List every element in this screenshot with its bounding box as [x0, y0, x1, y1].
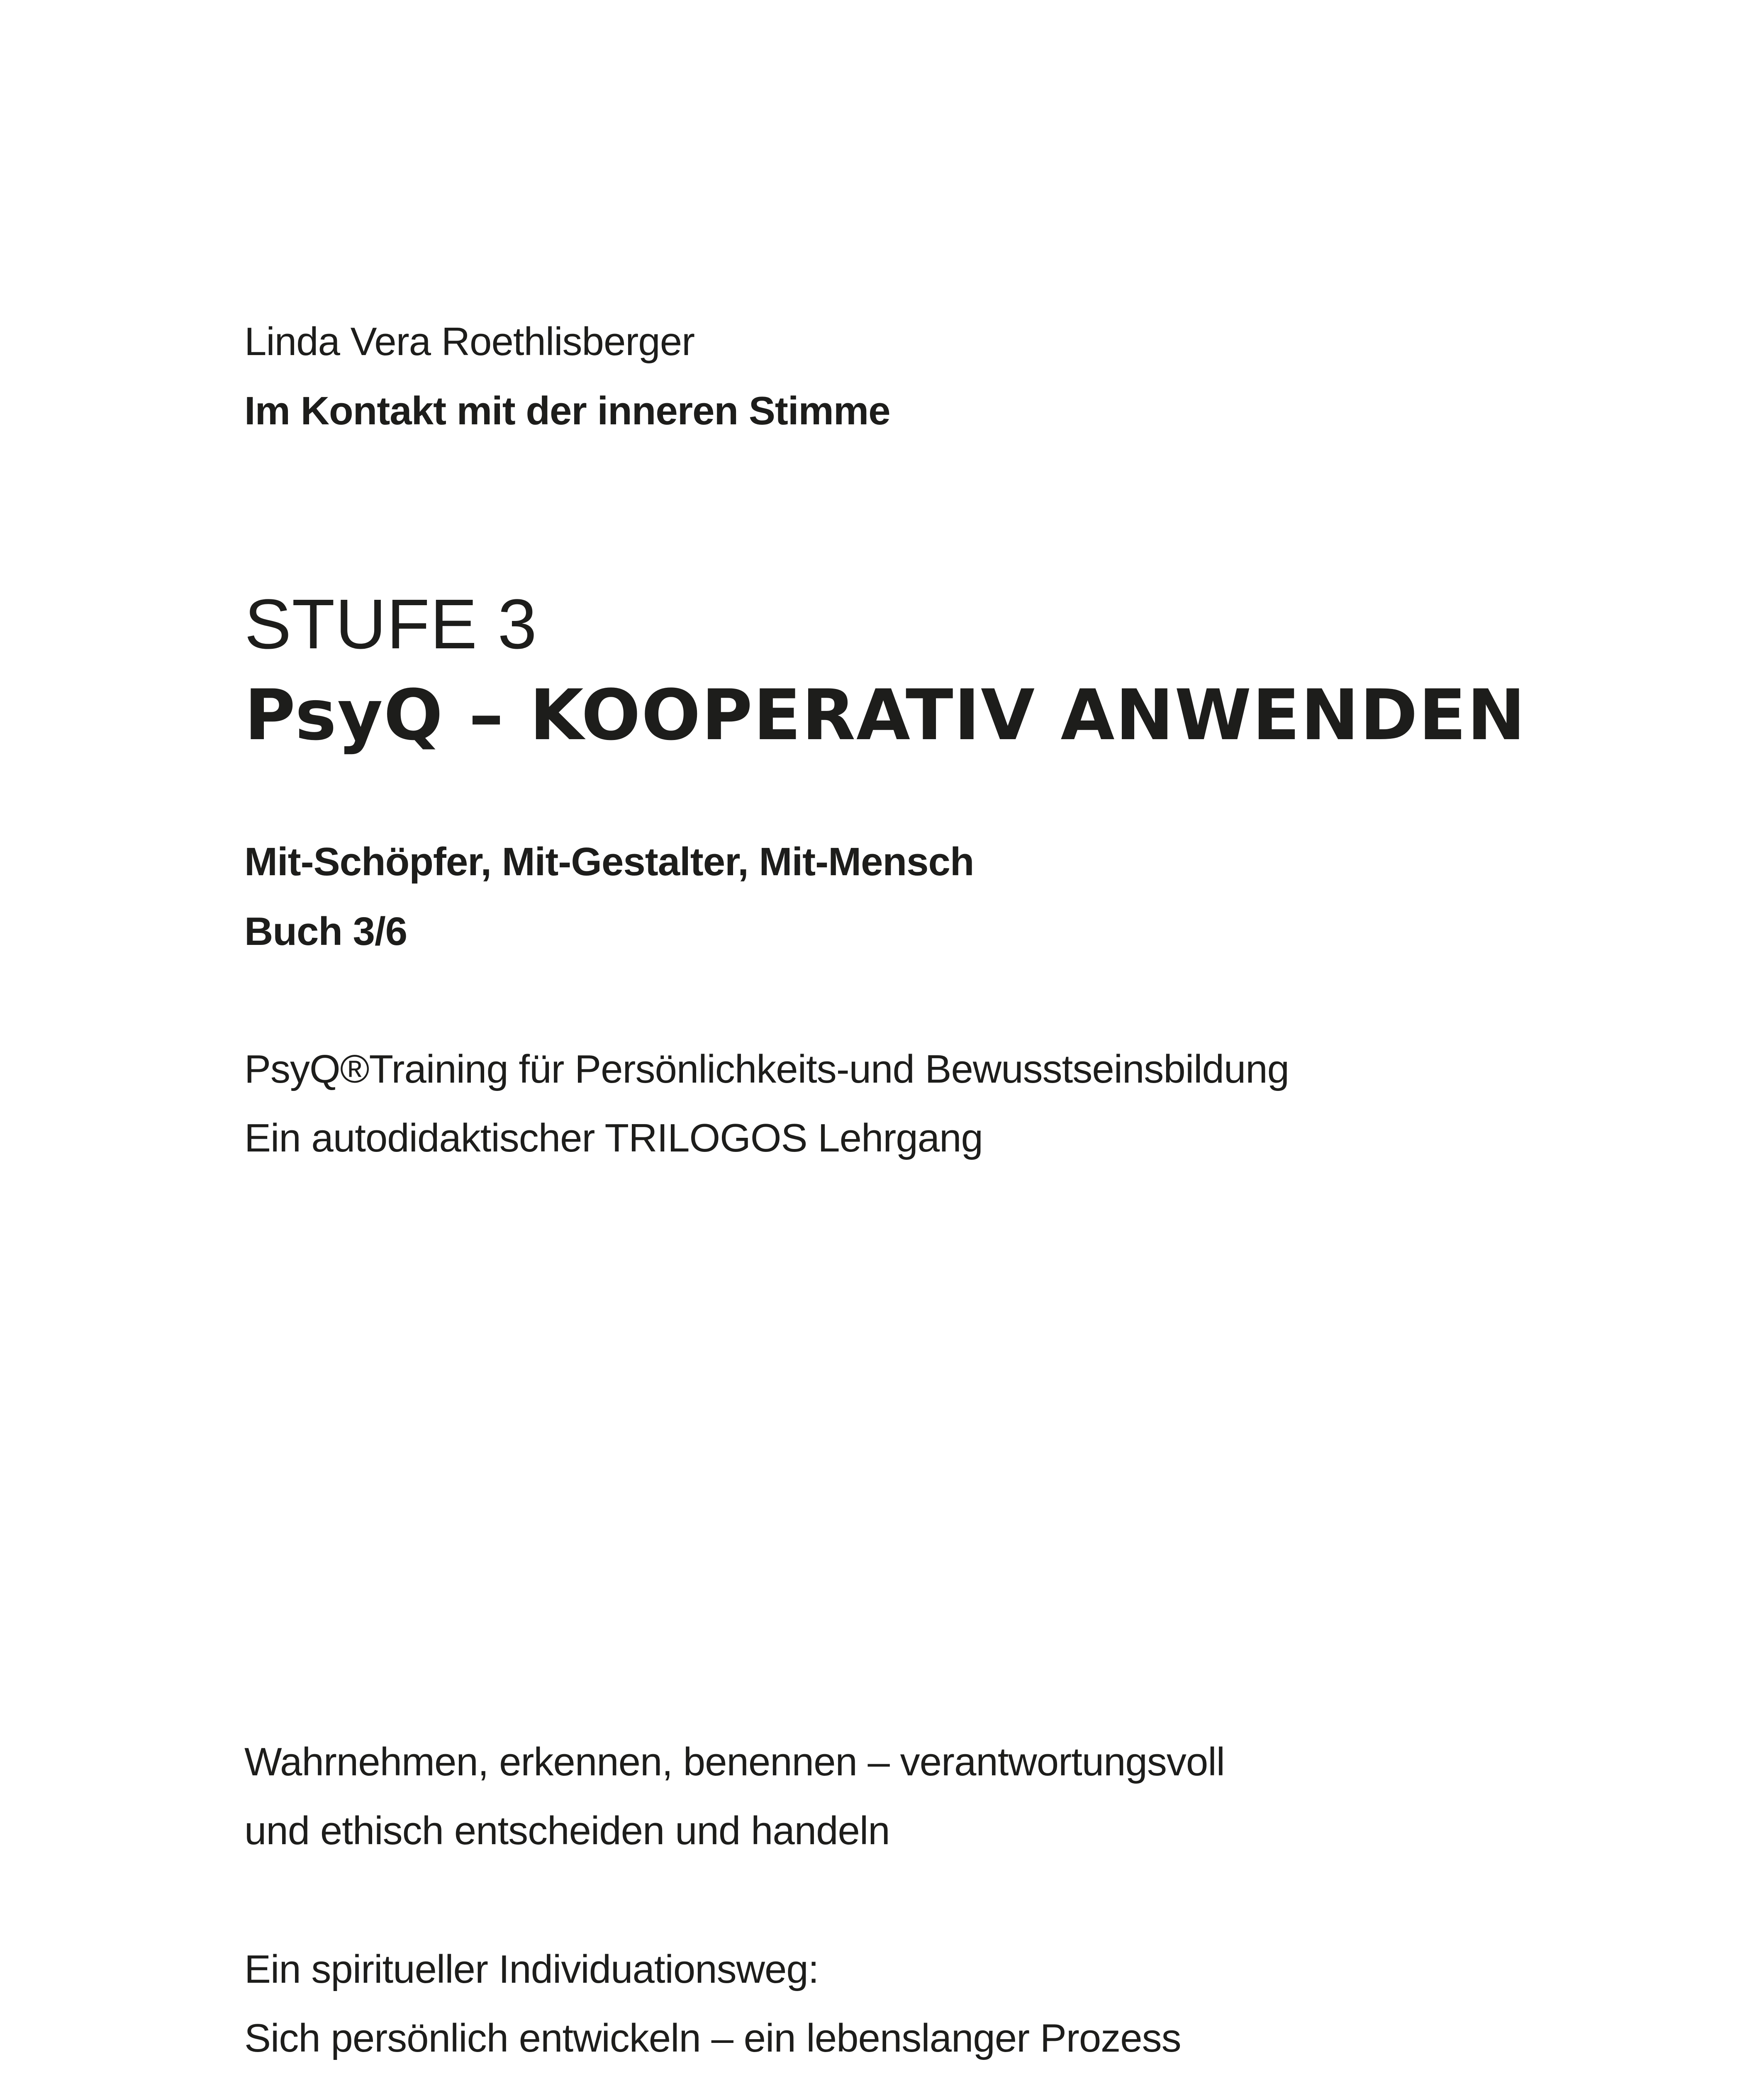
volume-number: Buch 3/6	[244, 909, 407, 954]
course-description: Ein autodidaktischer TRILOGOS Lehrgang	[244, 1116, 983, 1160]
path-line-1: Ein spiritueller Individuationsweg:	[244, 1947, 819, 1991]
main-title: PsyQ – KOOPERATIV ANWENDEN	[244, 674, 1526, 756]
series-title: Im Kontakt mit der inneren Stimme	[244, 389, 890, 433]
path-line-2: Sich persönlich entwickeln – ein lebenslanger Prozess	[244, 2016, 1181, 2060]
author-name: Linda Vera Roethlisberger	[244, 319, 695, 364]
motto-line-1: Wahrnehmen, erkennen, benennen – verantwortungsvoll	[244, 1740, 1225, 1784]
motto-line-2: und ethisch entscheiden und handeln	[244, 1809, 890, 1853]
stage-label: STUFE 3	[244, 585, 538, 664]
subtitle: Mit-Schöpfer, Mit-Gestalter, Mit-Mensch	[244, 840, 974, 884]
training-description: PsyQ®Training für Persönlichkeits-und Bewusstseinsbildung	[244, 1047, 1289, 1091]
